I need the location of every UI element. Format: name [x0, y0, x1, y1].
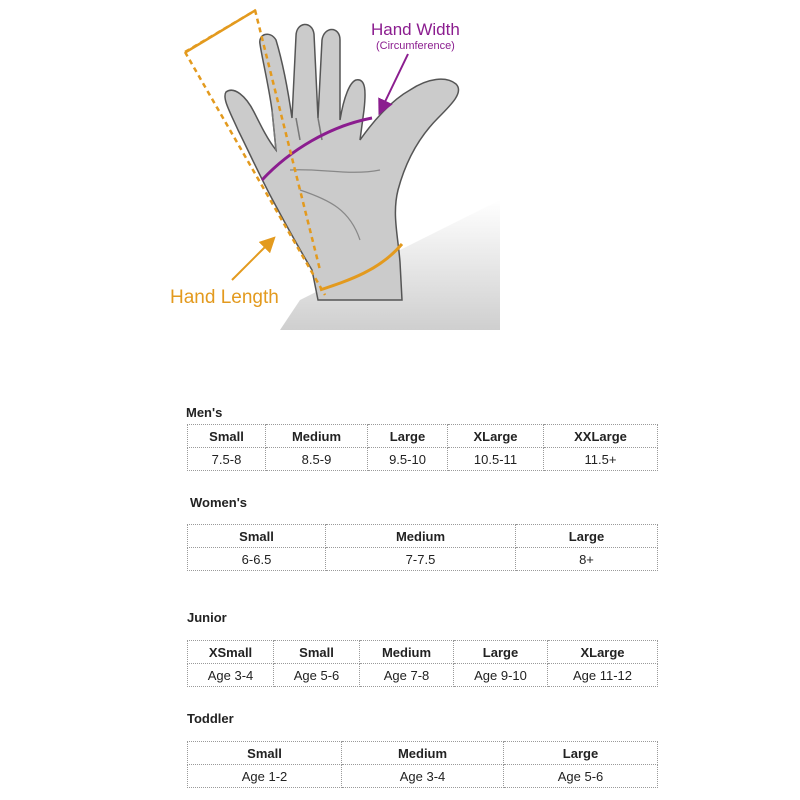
value-cell: 8+: [516, 548, 658, 571]
value-cell: Age 3-4: [342, 765, 504, 788]
header-cell: XXLarge: [544, 425, 658, 448]
value-cell: 9.5-10: [368, 448, 448, 471]
header-cell: Small: [188, 525, 326, 548]
header-cell: Small: [188, 425, 266, 448]
table-row: [188, 765, 658, 788]
junior-size-table: [187, 640, 658, 687]
hand-width-sublabel: (Circumference): [376, 40, 455, 52]
value-cell: 11.5+: [544, 448, 658, 471]
header-cell: Medium: [326, 525, 516, 548]
mens-title: Men's: [186, 405, 223, 420]
header-cell: XLarge: [548, 641, 658, 664]
hand-length-arrow: [232, 242, 270, 280]
value-cell: 8.5-9: [266, 448, 368, 471]
header-cell: Small: [274, 641, 360, 664]
table-header-row: [188, 425, 658, 448]
table-row: [188, 664, 658, 687]
junior-title: Junior: [187, 610, 227, 625]
value-cell: Age 5-6: [274, 664, 360, 687]
value-cell: Age 9-10: [454, 664, 548, 687]
value-cell: Age 1-2: [188, 765, 342, 788]
womens-size-table: [187, 524, 658, 571]
value-cell: Age 11-12: [548, 664, 658, 687]
header-cell: XLarge: [448, 425, 544, 448]
header-cell: Small: [188, 742, 342, 765]
header-cell: Medium: [266, 425, 368, 448]
value-cell: 7-7.5: [326, 548, 516, 571]
header-cell: Large: [368, 425, 448, 448]
table-row: [188, 548, 658, 571]
header-cell: Medium: [360, 641, 454, 664]
table-row: [188, 448, 658, 471]
table-header-row: [188, 742, 658, 765]
toddler-size-table: [187, 741, 658, 788]
value-cell: 7.5-8: [188, 448, 266, 471]
header-cell: Medium: [342, 742, 504, 765]
value-cell: Age 3-4: [188, 664, 274, 687]
value-cell: 6-6.5: [188, 548, 326, 571]
value-cell: 10.5-11: [448, 448, 544, 471]
hand-length-top-tick: [186, 10, 256, 52]
value-cell: Age 5-6: [504, 765, 658, 788]
womens-title: Women's: [190, 495, 248, 510]
mens-size-table: [187, 424, 658, 471]
header-cell: Large: [516, 525, 658, 548]
hand-length-label: Hand Length: [170, 287, 279, 308]
header-cell: Large: [454, 641, 548, 664]
table-header-row: [188, 525, 658, 548]
value-cell: Age 7-8: [360, 664, 454, 687]
header-cell: XSmall: [188, 641, 274, 664]
hand-width-label: Hand Width: [371, 20, 460, 39]
header-cell: Large: [504, 742, 658, 765]
toddler-title: Toddler: [187, 711, 234, 726]
table-header-row: [188, 641, 658, 664]
